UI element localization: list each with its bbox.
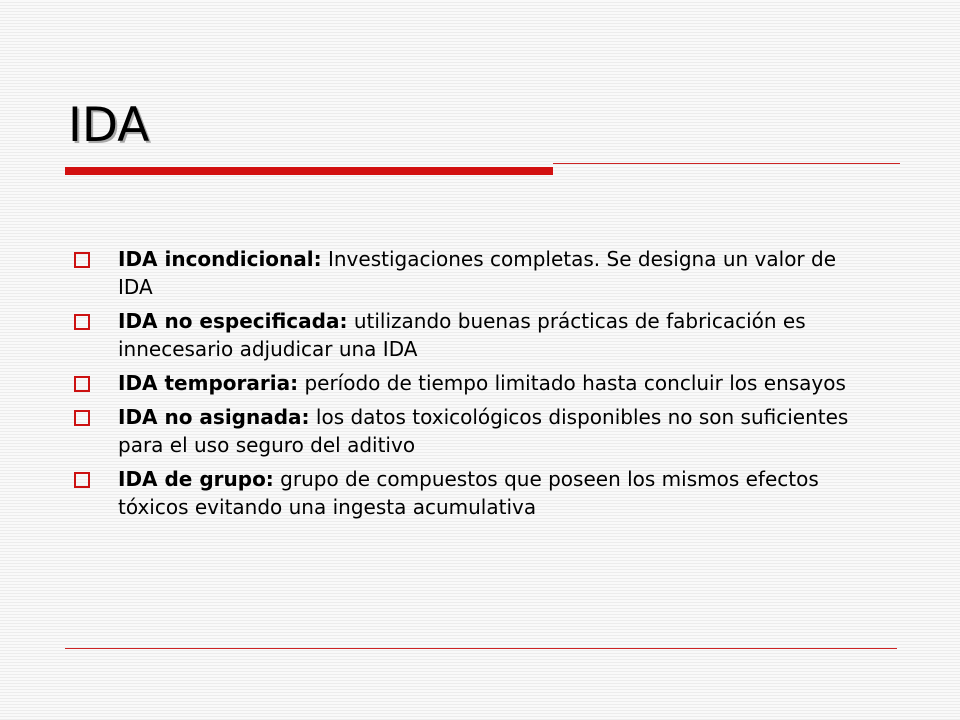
bullet-text: los datos toxicológicos disponibles no son suficientes para el uso seguro del aditivo (118, 405, 849, 457)
bullet-item-ida-no-asignada (72, 403, 872, 459)
square-bullet-icon (74, 410, 90, 426)
slide-title: IDA (68, 98, 150, 153)
bullet-item-ida-incondicional (72, 245, 872, 301)
bullet-term: IDA no asignada: (118, 405, 310, 429)
bullet-text: grupo de compuestos que poseen los mismos efectos tóxicos evitando una ingesta acumulativa (118, 467, 819, 519)
bullet-item-ida-de-grupo (72, 465, 872, 521)
bullet-term: IDA temporaria: (118, 371, 299, 395)
bullet-text: período de tiempo limitado hasta concluir los ensayos (304, 371, 846, 395)
bullet-text: Investigaciones completas. Se designa un valor de IDA (118, 247, 837, 299)
bullet-term: IDA incondicional: (118, 247, 322, 271)
square-bullet-icon (74, 472, 90, 488)
square-bullet-icon (74, 314, 90, 330)
bullet-term: IDA no especificada: (118, 309, 348, 333)
bullet-item-ida-temporaria (72, 369, 872, 397)
footer-divider (65, 648, 897, 649)
square-bullet-icon (74, 376, 90, 392)
bullet-term: IDA de grupo: (118, 467, 274, 491)
bullet-item-ida-no-especificada (72, 307, 872, 363)
square-bullet-icon (74, 252, 90, 268)
title-underline-thick (65, 167, 553, 175)
bullet-list (72, 245, 872, 527)
bullet-text: utilizando buenas prácticas de fabricación es innecesario adjudicar una IDA (118, 309, 806, 361)
title-underline-thin (553, 163, 900, 164)
